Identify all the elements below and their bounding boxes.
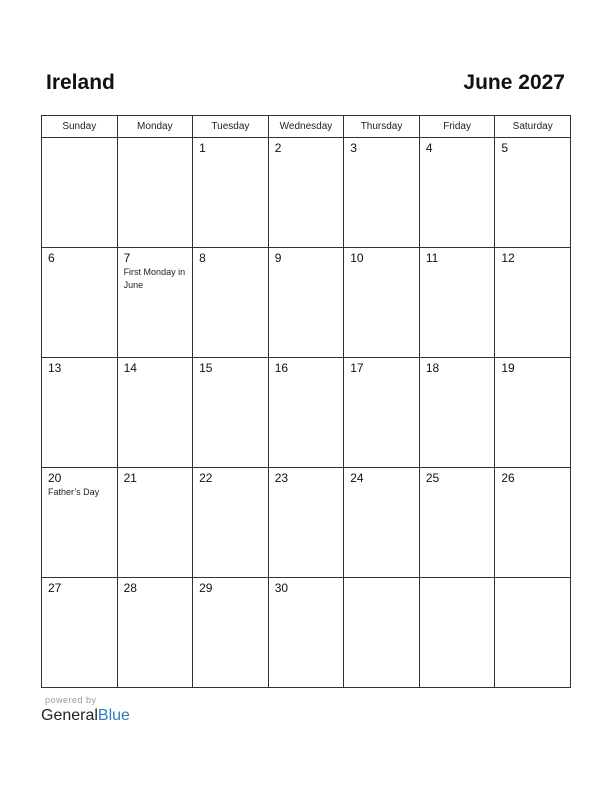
day-number: 20 — [48, 471, 62, 485]
holiday-label: First Monday in June — [123, 267, 186, 290]
day-cell[interactable] — [268, 248, 344, 358]
day-cell[interactable] — [495, 248, 571, 358]
weekday-header: Tuesday — [193, 116, 269, 138]
weekday-header: Saturday — [495, 116, 571, 138]
powered-by-text: powered by — [45, 695, 97, 705]
day-number: 10 — [350, 251, 364, 265]
day-cell[interactable] — [117, 358, 193, 468]
day-cell[interactable] — [419, 358, 495, 468]
day-number: 5 — [501, 141, 509, 155]
day-cell[interactable] — [117, 578, 193, 688]
day-cell[interactable] — [495, 578, 571, 688]
weekday-header: Monday — [117, 116, 193, 138]
day-number: 26 — [501, 471, 515, 485]
day-number: 16 — [274, 361, 289, 375]
day-cell[interactable] — [42, 468, 118, 578]
day-number — [420, 578, 495, 581]
day-number: 4 — [425, 141, 433, 155]
day-number: 21 — [123, 471, 137, 485]
day-number: 13 — [48, 361, 62, 375]
day-number: 22 — [199, 471, 213, 485]
brand-blue: Blue — [97, 707, 130, 724]
day-cell[interactable] — [42, 248, 118, 358]
week-row — [42, 248, 571, 358]
day-cell[interactable] — [495, 138, 571, 248]
day-cell[interactable] — [344, 138, 420, 248]
country-title: Ireland — [46, 71, 115, 94]
day-number: 28 — [123, 581, 137, 595]
day-number: 2 — [274, 141, 282, 155]
day-cell[interactable] — [344, 468, 420, 578]
weekday-header: Sunday — [42, 116, 118, 138]
day-number — [495, 578, 570, 581]
calendar-grid — [41, 115, 571, 688]
day-number: 3 — [350, 141, 357, 155]
day-number: 18 — [425, 361, 440, 375]
day-cell[interactable] — [193, 358, 269, 468]
day-cell[interactable] — [268, 468, 344, 578]
day-cell[interactable] — [268, 138, 344, 248]
week-row — [42, 358, 571, 468]
day-number — [344, 578, 419, 581]
weekday-header: Thursday — [344, 116, 420, 138]
brand-general: General — [41, 707, 98, 724]
week-row — [42, 468, 571, 578]
day-number: 8 — [199, 251, 206, 265]
day-cell[interactable] — [193, 248, 269, 358]
day-number: 12 — [501, 251, 515, 265]
month-title: June 2027 — [463, 71, 565, 94]
day-number: 15 — [199, 361, 213, 375]
day-number: 25 — [425, 471, 440, 485]
day-cell[interactable] — [419, 138, 495, 248]
day-cell[interactable] — [193, 468, 269, 578]
day-cell[interactable] — [495, 358, 571, 468]
day-number: 14 — [123, 361, 137, 375]
week-row — [42, 138, 571, 248]
day-cell[interactable] — [42, 138, 118, 248]
day-cell[interactable] — [193, 138, 269, 248]
weekday-header-row — [42, 116, 571, 138]
day-number: 6 — [48, 251, 55, 265]
day-number: 9 — [274, 251, 282, 265]
footer-branding — [41, 695, 130, 725]
day-number: 27 — [48, 581, 62, 595]
day-number: 30 — [274, 581, 289, 595]
weekday-header: Wednesday — [268, 116, 344, 138]
day-cell[interactable] — [344, 578, 420, 688]
day-cell[interactable] — [42, 358, 118, 468]
day-number: 17 — [350, 361, 364, 375]
day-cell[interactable] — [419, 578, 495, 688]
holiday-label: Father’s Day — [48, 487, 100, 497]
day-cell[interactable] — [344, 248, 420, 358]
day-number — [42, 138, 117, 141]
day-number: 11 — [425, 251, 439, 265]
weekday-header: Friday — [419, 116, 495, 138]
day-cell[interactable] — [42, 578, 118, 688]
day-cell[interactable] — [419, 468, 495, 578]
day-cell[interactable] — [495, 468, 571, 578]
day-cell[interactable] — [268, 578, 344, 688]
brand-logo[interactable] — [41, 707, 130, 725]
day-number — [118, 138, 193, 141]
day-cell[interactable] — [117, 138, 193, 248]
day-cell[interactable] — [193, 578, 269, 688]
week-row — [42, 578, 571, 688]
day-number: 19 — [501, 361, 515, 375]
day-cell[interactable] — [268, 358, 344, 468]
day-number: 24 — [350, 471, 364, 485]
day-number: 1 — [199, 141, 206, 155]
day-number: 29 — [199, 581, 213, 595]
day-cell[interactable] — [117, 468, 193, 578]
day-number: 7 — [123, 251, 131, 265]
day-cell[interactable] — [344, 358, 420, 468]
day-cell[interactable] — [117, 248, 193, 358]
day-cell[interactable] — [419, 248, 495, 358]
day-number: 23 — [274, 471, 289, 485]
